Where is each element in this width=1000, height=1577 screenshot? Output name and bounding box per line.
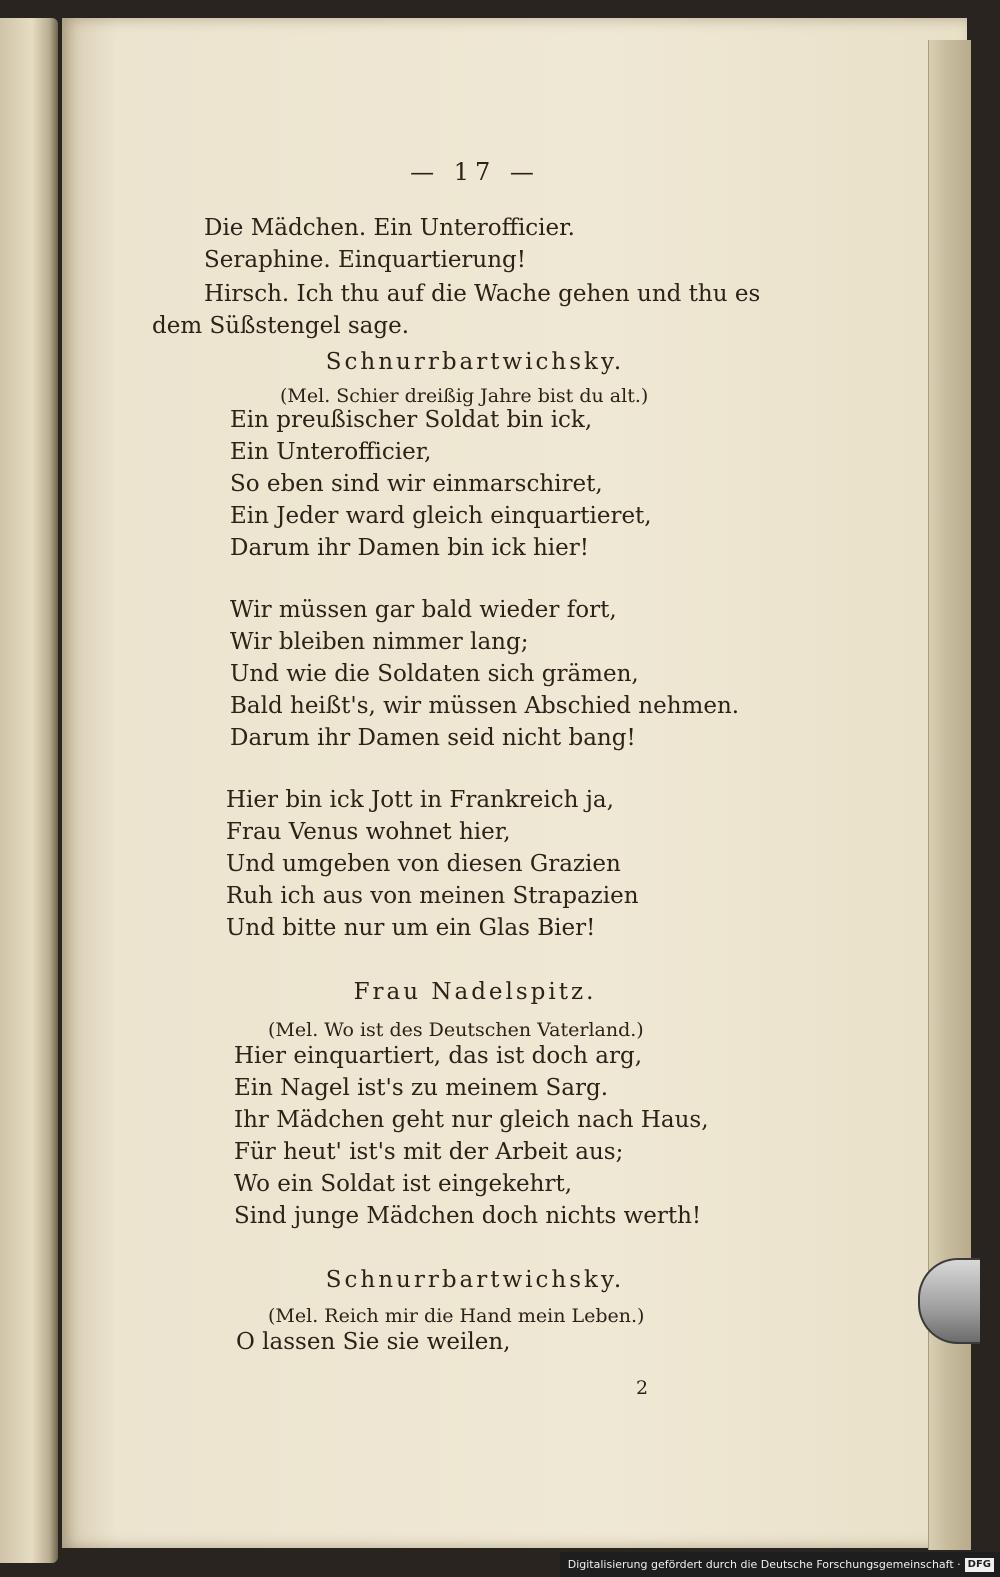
verse-line: Hier einquartiert, das ist doch arg, <box>234 1043 643 1069</box>
verse-line: Ruh ich aus von meinen Strapazien <box>226 883 639 909</box>
footer-text: Digitalisierung gefördert durch die Deutsche Forschungsgemeinschaft · <box>567 1558 961 1571</box>
verse-line: Für heut' ist's mit der Arbeit aus; <box>234 1139 624 1165</box>
melody-note: (Mel. Reich mir die Hand mein Leben.) <box>268 1305 645 1327</box>
verse-line: Darum ihr Damen bin ick hier! <box>230 535 589 561</box>
verse-line: Hier bin ick Jott in Frankreich ja, <box>226 787 614 813</box>
digitization-footer <box>560 1552 1000 1577</box>
melody-note: (Mel. Schier dreißig Jahre bist du alt.) <box>280 385 649 407</box>
melody-note: (Mel. Wo ist des Deutschen Vaterland.) <box>268 1019 644 1041</box>
stage-direction: Die Mädchen. Ein Unterofficier. <box>204 215 575 241</box>
verse-line: Und umgeben von diesen Grazien <box>226 851 621 877</box>
verse-line: Ihr Mädchen geht nur gleich nach Haus, <box>234 1107 709 1133</box>
page-number: — 17 — <box>410 158 540 186</box>
speaker-heading: Schnurrbartwichsky. <box>325 349 625 375</box>
verse-line: Bald heißt's, wir müssen Abschied nehmen. <box>230 693 740 719</box>
verse-line: Ein Unterofficier, <box>230 439 432 465</box>
dfg-logo-badge: DFG <box>965 1558 994 1572</box>
speaker-heading: Frau Nadelspitz. <box>353 979 597 1005</box>
verse-line: Wir müssen gar bald wieder fort, <box>230 597 617 623</box>
dialogue-line: Hirsch. Ich thu auf die Wache gehen und thu es <box>204 281 761 307</box>
verse-line: Wir bleiben nimmer lang; <box>230 629 529 655</box>
verse-line: Und wie die Soldaten sich grämen, <box>230 661 639 687</box>
verse-line: Ein Nagel ist's zu meinem Sarg. <box>234 1075 609 1101</box>
speaker-heading: Schnurrbartwichsky. <box>325 1267 625 1293</box>
verse-line: So eben sind wir einmarschiret, <box>230 471 603 497</box>
verse-line: Ein Jeder ward gleich einquartieret, <box>230 503 652 529</box>
dialogue-line: dem Süßstengel sage. <box>152 313 410 339</box>
verse-line: Darum ihr Damen seid nicht bang! <box>230 725 636 751</box>
dialogue-line: Seraphine. Einquartierung! <box>204 247 527 273</box>
verse-line: Ein preußischer Soldat bin ick, <box>230 407 593 433</box>
verse-line: Und bitte nur um ein Glas Bier! <box>226 915 596 941</box>
signature-mark: 2 <box>636 1377 649 1399</box>
verse-line: O lassen Sie sie weilen, <box>236 1329 511 1355</box>
verse-line: Sind junge Mädchen doch nichts werth! <box>234 1203 702 1229</box>
verse-line: Wo ein Soldat ist eingekehrt, <box>234 1171 573 1197</box>
verse-line: Frau Venus wohnet hier, <box>226 819 511 845</box>
